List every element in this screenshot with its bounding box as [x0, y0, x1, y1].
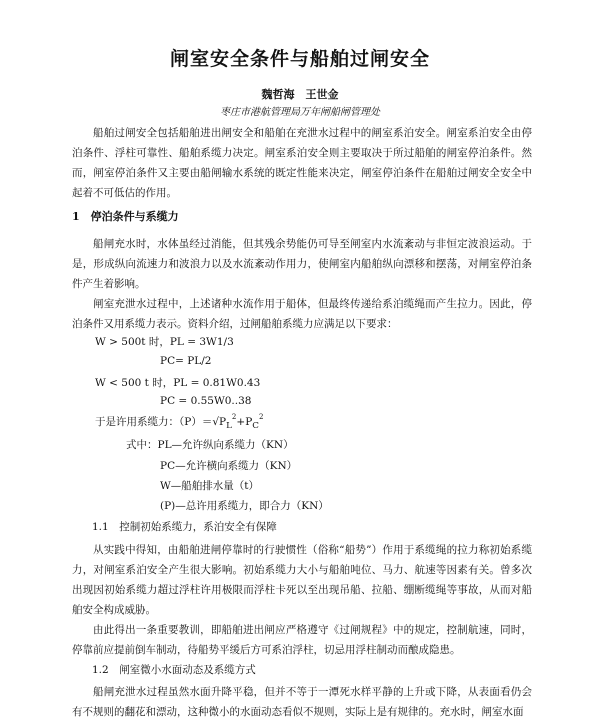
section-1-heading: 1 停泊条件与系缆力 [72, 210, 179, 223]
paragraph-5: 船闸充泄水过程虽然水面升降平稳，但并不等于一潭死水样平静的上升或下降，从表面看仍会有不规则的翻花和漂动，这种微小的水面动态看似不规则，实际上是有规律的。充水时，闸室水面 [72, 686, 532, 718]
intro-paragraph: 船舶过闸安全包括船舶进出闸安全和船舶在充泄水过程中的闸室系泊安全。闸室系泊安全由停泊条件、浮柱可靠性、船舶系缆力决定。闸室系泊安全则主要取决于所过船舶的闸室停泊条件。然而，闸室停泊条件又主要由船闸输水系统的既定性能来决定，闸室停泊条件在船舶过闸安全安全中起着不可低估的作用。 [72, 127, 532, 199]
sqrt-symbol: √ [212, 416, 220, 428]
subsection-1-1-heading: 1.1 控制初始系缆力，系泊安全有保障 [92, 521, 277, 533]
paper-title: 闸室安全条件与船舶过闸安全 [169, 48, 430, 70]
definition-p: (P)—总许用系缆力，即合力（KN） [160, 500, 329, 512]
equation-5-plus: +P [236, 416, 253, 428]
equation-5-p: P [219, 416, 227, 428]
definition-w: W—船舶排水量（t） [160, 480, 260, 492]
equation-3: W < 500 t 时，PL = 0.81W0.43 [95, 377, 261, 389]
equation-5-exp-2: 2 [258, 413, 264, 421]
equation-5-sub-c: C [252, 421, 259, 432]
equation-1: W > 500t 时，PL = 3W1/3 [95, 336, 234, 348]
definition-pc: PC—允许横向系缆力（KN） [160, 460, 298, 472]
equation-2: PC= PL/2 [160, 355, 212, 367]
authors: 魏哲海 王世金 [261, 88, 339, 101]
affiliation: 枣庄市港航管理局万年闸船闸管理处 [220, 107, 380, 118]
equation-5-sub-l: L [226, 421, 232, 432]
paragraph-2: 闸室充泄水过程中，上述诸种水流作用于船体，但最终传递给系泊缆绳而产生拉力。因此，停泊条件又用系缆力表示。资料介绍，过闸船舶系缆力应满足以下要求： [72, 298, 532, 330]
equation-4: PC = 0.55W0..38 [160, 395, 252, 407]
paragraph-1: 船闸充水时，水体虽经过消能，但其残余势能仍可导至闸室内水流紊动与非恒定波浪运动。于是，形成纵向流速力和波浪力以及水流紊动作用力，使闸室内船舶纵向漂移和摆荡，对闸室停泊条件产生着影响。 [72, 238, 532, 290]
equation-5-exp-1: 2 [231, 413, 237, 421]
paragraph-3: 从实践中得知，由船舶进闸停靠时的行驶惯性（俗称“船势”）作用于系缆绳的拉力称初始系缆力，对闸室系泊安全产生很大影响。初始系缆力大小与船舶吨位、马力、航速等因素有关。曾多次出现因初始系缆力超过浮柱许用极限而浮柱卡死以至出现吊船、拉船、绷断缆绳等事故，从而对船舶安全构成威胁。 [72, 544, 532, 616]
equation-5 [95, 414, 263, 431]
equation-5-prefix: 于是许用系缆力：（P）＝ [95, 416, 213, 428]
subsection-1-2-heading: 1.2 闸室微小水面动态及系缆方式 [92, 664, 256, 676]
definition-pl: 式中：PL—允许纵向系缆力（KN） [126, 439, 294, 451]
paragraph-4: 由此得出一条重要教训，即船舶进出闸应严格遵守《过闸规程》中的规定，控制航速，同时，停靠前应提前倒车制动，待船势平缓后方可系泊浮柱，切忌用浮柱制动而酿成隐患。 [72, 624, 532, 656]
